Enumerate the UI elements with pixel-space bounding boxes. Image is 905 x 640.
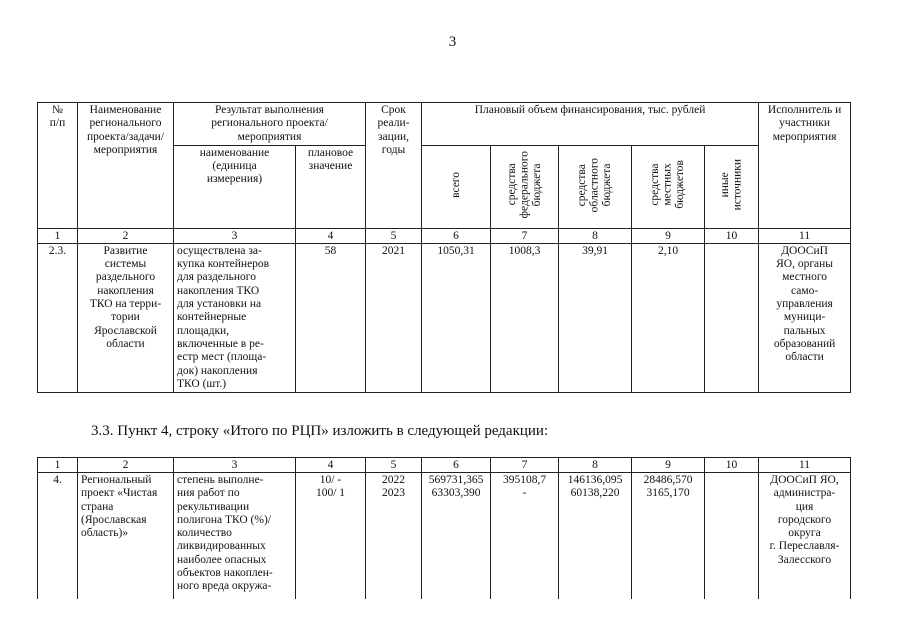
col-num: 8 [559, 228, 632, 243]
col-num: 1 [38, 228, 78, 243]
row-name: Развитие системы раздельного накопления ТКО на терри- тории Ярославской области [78, 243, 174, 392]
col-num: 10 [705, 228, 759, 243]
row-fin-other [705, 473, 759, 600]
row-fin-local: 28486,570 3165,170 [632, 473, 705, 600]
row-num: 4. [38, 473, 78, 600]
col-num: 7 [491, 228, 559, 243]
row-num: 2.3. [38, 243, 78, 392]
col-num: 3 [174, 228, 296, 243]
header-fin-total [422, 145, 491, 228]
row-fin-local: 2,10 [632, 243, 705, 392]
row-name: Региональный проект «Чистая страна (Ярославская область)» [78, 473, 174, 600]
col-num: 3 [174, 458, 296, 473]
col-num: 7 [491, 458, 559, 473]
column-numbers-row [38, 458, 851, 473]
row-term: 2022 2023 [366, 473, 422, 600]
header-num: № п/п [38, 103, 78, 229]
col-num: 6 [422, 458, 491, 473]
row-fin-other [705, 243, 759, 392]
col-num: 11 [759, 228, 851, 243]
header-result: Результат выполнения регионального проекта/ мероприятия [174, 103, 366, 146]
col-num: 8 [559, 458, 632, 473]
header-fin-local-label: средства местных бюджетов [649, 160, 687, 210]
col-num: 1 [38, 458, 78, 473]
header-result-plan: плановое значение [296, 145, 366, 228]
row-fin-total: 569731,365 63303,390 [422, 473, 491, 600]
col-num: 2 [78, 458, 174, 473]
col-num: 9 [632, 458, 705, 473]
header-executor: Исполнитель и участники мероприятия [759, 103, 851, 229]
header-fin-regional [559, 145, 632, 228]
row-result-name: степень выполне- ния работ по рекультивации полигона ТКО (%)/ количество ликвидированных наиболее опасных объектов накоплен- ного вреда окружа- [174, 473, 296, 600]
col-num: 9 [632, 228, 705, 243]
header-fin-total-label: всего [449, 171, 462, 198]
row-term: 2021 [366, 243, 422, 392]
col-num: 5 [366, 228, 422, 243]
header-finance: Плановый объем финансирования, тыс. рублей [422, 103, 759, 146]
col-num: 4 [296, 458, 366, 473]
page-number: 3 [448, 34, 457, 50]
row-executor: ДООСиП ЯО, администра- ция городского округа г. Переславля- Залесского [759, 473, 851, 600]
column-numbers-row [38, 228, 851, 243]
col-num: 5 [366, 458, 422, 473]
col-num: 10 [705, 458, 759, 473]
amendment-paragraph: 3.3. Пункт 4, строку «Итого по РЦП» изложить в следующей редакции: [91, 423, 549, 439]
header-fin-other [705, 145, 759, 228]
header-term: Срок реали- зации, годы [366, 103, 422, 229]
row-result-plan: 58 [296, 243, 366, 392]
header-result-name: наименование (единица измерения) [174, 145, 296, 228]
row-fin-total: 1050,31 [422, 243, 491, 392]
row-executor: ДООСиП ЯО, органы местного само- управления муници- пальных образований области [759, 243, 851, 392]
header-fin-regional-label: средства областного бюджета [576, 157, 614, 212]
row-result-plan: 10/ - 100/ 1 [296, 473, 366, 600]
table-row [38, 473, 851, 600]
row-fin-federal: 395108,7 - [491, 473, 559, 600]
header-fin-federal [491, 145, 559, 228]
col-num: 11 [759, 458, 851, 473]
col-num: 2 [78, 228, 174, 243]
header-fin-local [632, 145, 705, 228]
row-fin-regional: 39,91 [559, 243, 632, 392]
header-fin-other-label: иные источники [719, 159, 744, 211]
header-fin-federal-label: средства федерального бюджета [505, 151, 543, 219]
header-name: Наименование регионального проекта/задачи/ мероприятия [78, 103, 174, 229]
col-num: 4 [296, 228, 366, 243]
row-result-name: осуществлена за- купка контейнеров для раздельного накопления ТКО для установки на контейнерные площадки, включенные в ре- естр мест (площа- док) накопления ТКО (шт.) [174, 243, 296, 392]
row-fin-federal: 1008,3 [491, 243, 559, 392]
financing-table-1 [37, 102, 851, 393]
row-fin-regional: 146136,095 60138,220 [559, 473, 632, 600]
table-row [38, 243, 851, 392]
col-num: 6 [422, 228, 491, 243]
financing-table-2 [37, 457, 851, 599]
